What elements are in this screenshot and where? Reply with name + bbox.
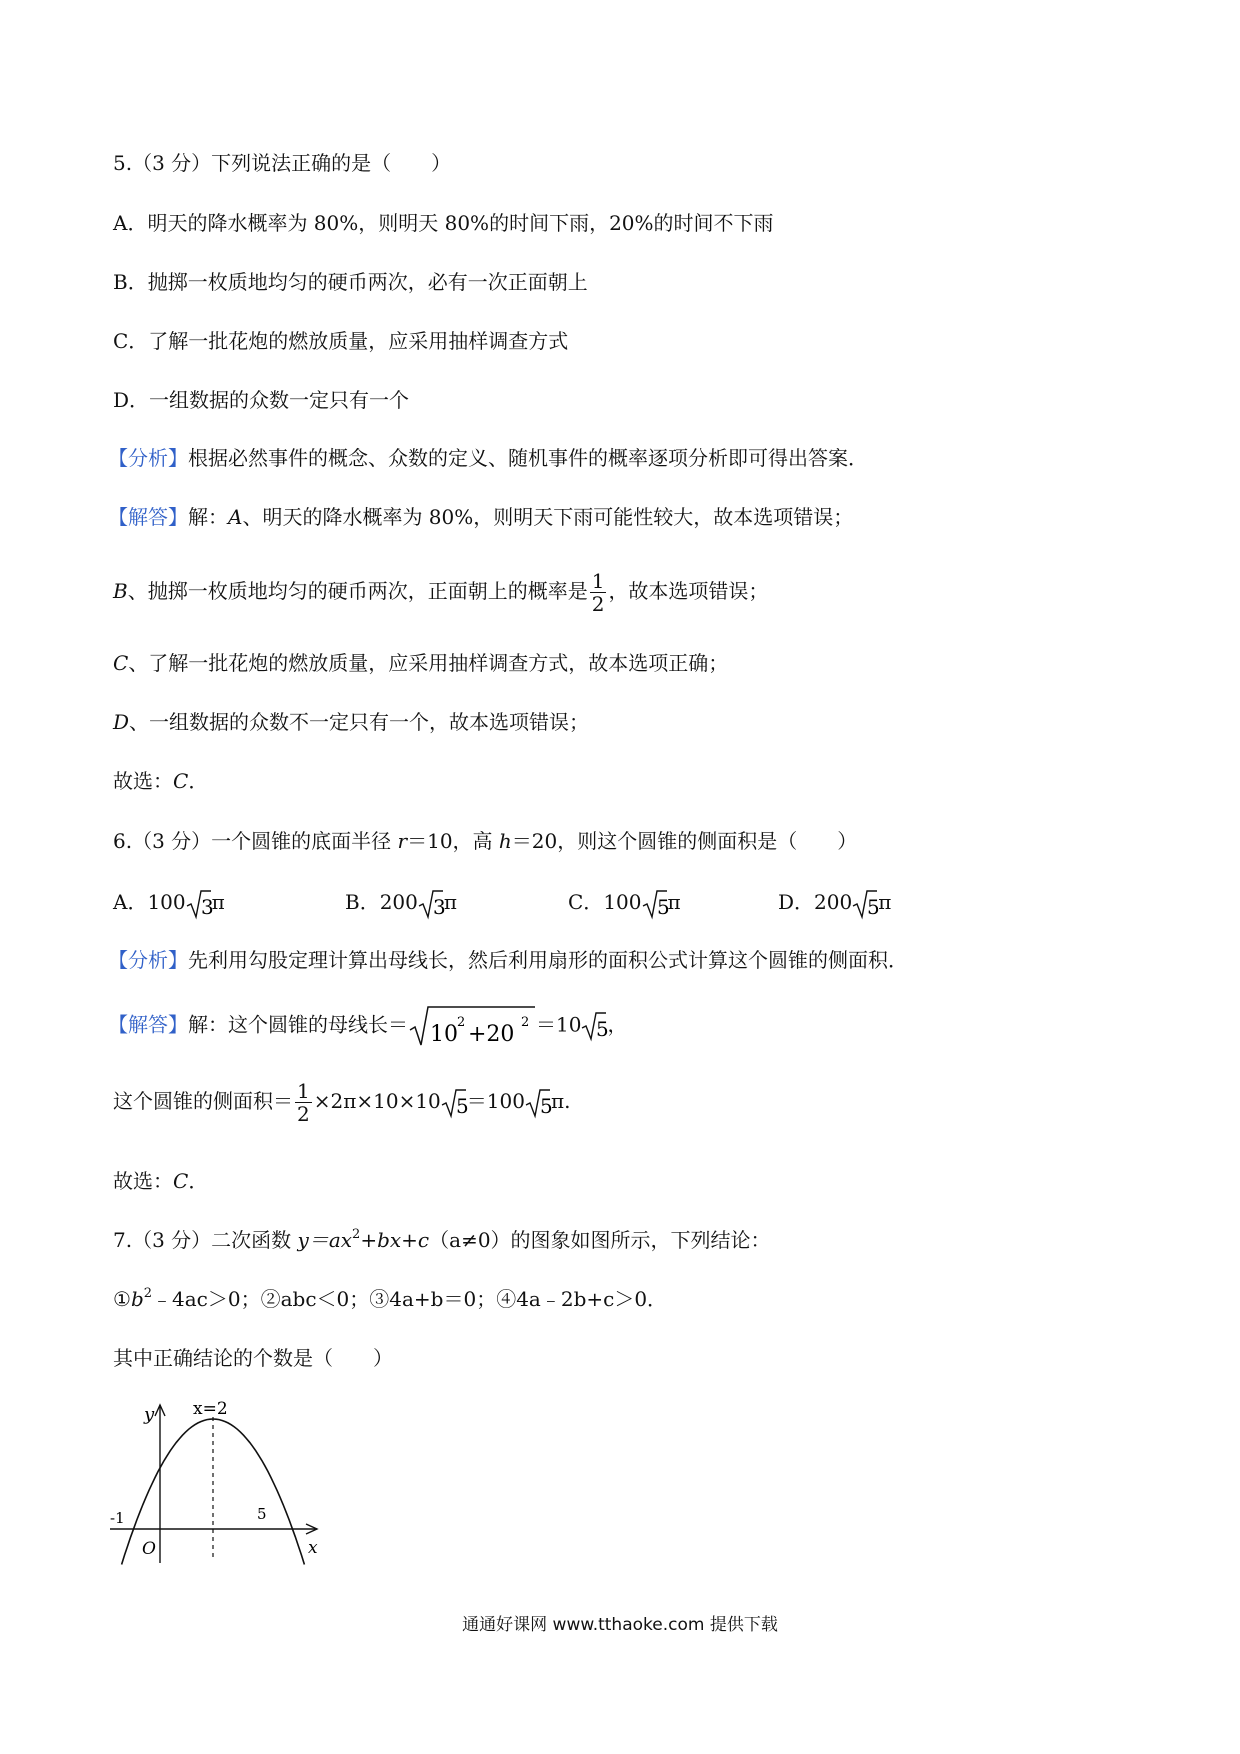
frac-den: 2: [591, 592, 605, 616]
q5-answer-d: [113, 707, 589, 737]
option-coef: 100: [603, 890, 642, 914]
q6-analysis: [108, 945, 908, 975]
q5-option-d: D．一组数据的众数一定只有一个: [113, 388, 410, 412]
choose-end: ．: [188, 769, 209, 793]
radical-sign: [525, 1088, 551, 1118]
cond-exponent: 2: [143, 1286, 153, 1301]
radicand-20: +20: [468, 1022, 515, 1047]
option-pi: π: [211, 890, 225, 914]
radical-sign: [852, 889, 878, 919]
q6-var-r: r: [397, 829, 408, 853]
answer-letter-c: C: [113, 651, 129, 675]
answer-tail-b: ，故本选项错误；: [608, 579, 769, 603]
radicand: 5: [539, 1093, 553, 1118]
root-right-label: 5: [257, 1505, 267, 1523]
radicand-10: 10: [430, 1022, 458, 1047]
answer-text-a: 、明天的降水概率为 80%，则明天下雨可能性较大，故本选项错误；: [242, 505, 854, 529]
radical-sign: [642, 889, 668, 919]
answer-text: 这个圆锥的侧面积＝: [113, 1089, 293, 1113]
frac-num: 1: [591, 569, 605, 593]
radicand: 5: [455, 1093, 469, 1118]
radical-sign: [581, 1011, 610, 1041]
radicand: 3: [200, 894, 214, 919]
choose-letter: C: [173, 1169, 189, 1193]
radicand: 5: [596, 1017, 610, 1041]
q7-conditions: [113, 1284, 667, 1314]
analysis-tag: 【分析】: [108, 446, 188, 470]
answer-eq: ＝100: [466, 1089, 525, 1113]
cond-rest: ﹣4ac＞0；②abc＜0；③4a+b＝0；④4a﹣2b+c＞0．: [152, 1287, 668, 1311]
radicand: 5: [656, 894, 670, 919]
q6-answer-1: [108, 1004, 627, 1048]
answer-tag: 【解答】: [108, 505, 188, 529]
q5-analysis: [108, 443, 868, 473]
radical-sign: [441, 1088, 467, 1118]
q5-answer-c: [113, 648, 728, 678]
q5-stem: 5.（3 分）下列说法正确的是（ ）: [113, 151, 452, 175]
answer-prefix: 解：: [188, 505, 228, 529]
q7-stem-end: 其中正确结论的个数是（ ）: [113, 1346, 393, 1370]
q6-choose: [113, 1166, 208, 1196]
q6-stem: [113, 826, 857, 856]
analysis-text: 先利用勾股定理计算出母线长，然后利用扇形的面积公式计算这个圆锥的侧面积．: [188, 948, 908, 972]
option-label: D．: [778, 890, 815, 914]
q5-option-c: C．了解一批花炮的燃放质量，应采用抽样调查方式: [113, 329, 569, 353]
root-left-label: -1: [110, 1509, 125, 1527]
answer-text: 解：这个圆锥的母线长＝: [188, 1012, 408, 1037]
option-label: B．: [345, 890, 380, 914]
option-pi: π: [667, 890, 681, 914]
answer-end: ，: [607, 1012, 628, 1037]
answer-text-c: 、了解一批花炮的燃放质量，应采用抽样调查方式，故本选项正确；: [128, 651, 729, 675]
x-axis-label: x: [308, 1538, 318, 1558]
choose-end: ．: [188, 1169, 209, 1193]
q6-option-d: [778, 887, 891, 919]
answer-text-b: 、抛掷一枚质地均匀的硬币两次，正面朝上的概率是: [127, 579, 588, 603]
q5-option-a: A．明天的降水概率为 80%，则明天 80%的时间下雨，20%的时间不下雨: [113, 211, 774, 235]
radical-sign: [186, 889, 212, 919]
q7-exponent: 2: [352, 1227, 361, 1242]
exponent: 2: [457, 1015, 466, 1030]
analysis-tag: 【分析】: [108, 948, 188, 972]
cond-marker: ①: [113, 1287, 131, 1311]
choose-prefix: 故选：: [113, 769, 173, 793]
q7-condition: （a≠0）: [429, 1228, 511, 1252]
option-label: A．: [113, 890, 148, 914]
answer-text-d: 、一组数据的众数不一定只有一个，故本选项错误；: [129, 710, 590, 734]
answer-mid: ×2π×10×10: [313, 1089, 441, 1113]
q5-answer-a: [108, 502, 853, 532]
q7-stem-a: 7.（3 分）二次函数: [113, 1228, 298, 1252]
symmetry-label: x=2: [193, 1399, 228, 1419]
answer-tag: 【解答】: [108, 1012, 188, 1037]
radical-sign: [418, 889, 444, 919]
q6-stem-c: ＝20，则这个圆锥的侧面积是（ ）: [511, 829, 858, 853]
q6-answer-2: [113, 1080, 570, 1125]
answer-letter-b: B: [113, 579, 128, 603]
parabola-graph: [110, 1395, 330, 1565]
cond-b: b: [130, 1287, 144, 1311]
exponent: 2: [521, 1015, 530, 1030]
q6-option-b: [345, 887, 457, 919]
option-coef: 200: [379, 890, 418, 914]
q5-answer-b: [113, 570, 768, 615]
q5-option-b: B．抛掷一枚质地均匀的硬币两次，必有一次正面朝上: [113, 270, 588, 294]
q5-choose: [113, 766, 208, 796]
option-pi: π: [878, 890, 892, 914]
q7-formula: y＝ax: [297, 1228, 353, 1252]
option-coef: 100: [147, 890, 186, 914]
choose-prefix: 故选：: [113, 1169, 173, 1193]
radicand: 5: [867, 894, 880, 919]
q6-var-h: h: [498, 829, 512, 853]
frac-num: 1: [297, 1079, 310, 1103]
fraction-half: [295, 1080, 312, 1125]
analysis-text: 根据必然事件的概念、众数的定义、随机事件的概率逐项分析即可得出答案．: [188, 446, 868, 470]
option-label: C．: [568, 890, 604, 914]
option-coef: 200: [814, 890, 853, 914]
q7-stem-b: 的图象如图所示，下列结论：: [510, 1228, 771, 1252]
q7-stem: [113, 1225, 771, 1255]
q6-stem-b: ＝10，高: [407, 829, 499, 853]
y-axis-label: y: [144, 1404, 155, 1425]
choose-letter: C: [173, 769, 189, 793]
option-pi: π: [443, 890, 458, 914]
radical-sign: [408, 1004, 536, 1048]
radicand: 3: [432, 894, 446, 919]
origin-label: O: [142, 1539, 156, 1559]
answer-letter-d: D: [113, 710, 130, 734]
q7-formula-2: +bx+c: [360, 1228, 430, 1252]
fraction-half: [590, 570, 607, 615]
answer-end: π.: [550, 1089, 571, 1113]
answer-eq: ＝10: [536, 1012, 582, 1037]
page-footer: 通通好课网 www.tthaoke.com 提供下载: [462, 1615, 778, 1635]
q6-option-c: [568, 887, 681, 919]
q6-option-a: [113, 887, 225, 919]
q6-stem-a: 6.（3 分）一个圆锥的底面半径: [113, 829, 398, 853]
answer-letter-a: A: [228, 505, 243, 529]
frac-den: 2: [297, 1102, 310, 1126]
